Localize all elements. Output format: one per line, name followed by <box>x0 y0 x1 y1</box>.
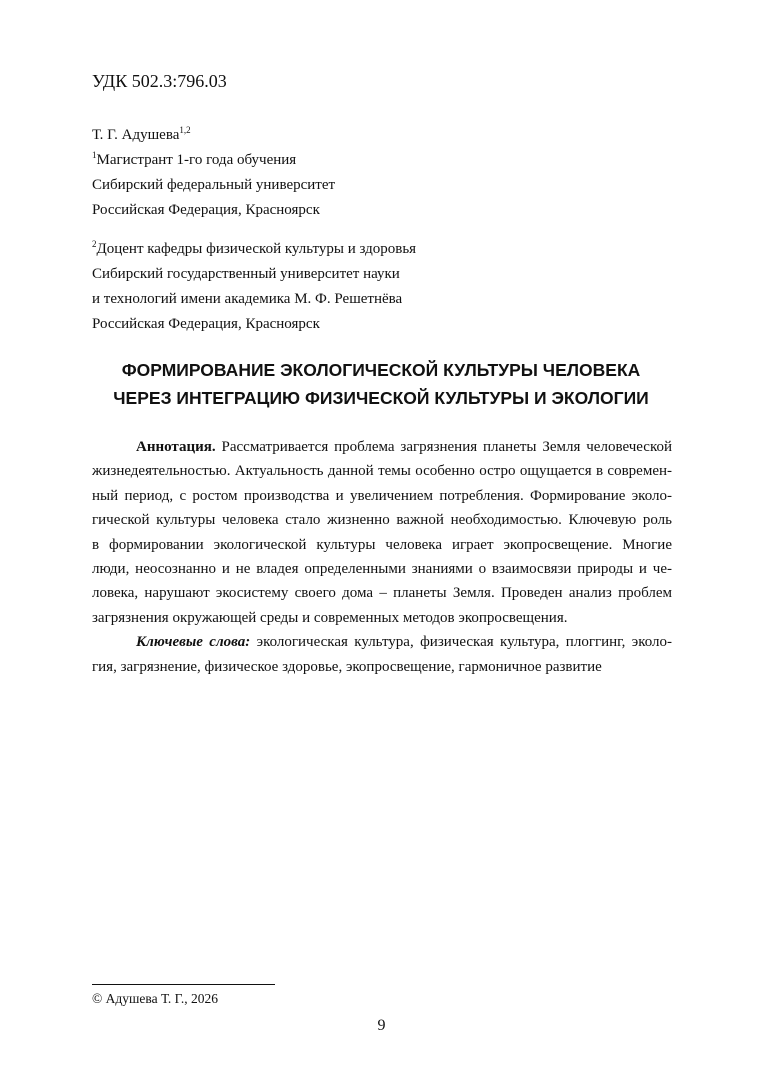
title-line1: ФОРМИРОВАНИЕ ЭКОЛОГИЧЕСКОЙ КУЛЬТУРЫ ЧЕЛОВЕКА <box>121 360 641 380</box>
abstract-line: загрязнения окружающей среды и современных методов экопросвещения. <box>92 609 568 626</box>
abstract-line: гической культуры человека стало жизненно важной необходимостью. Ключевую роль <box>92 512 672 529</box>
abstract-line: люди, неосознанно и не владея определенными знаниями о взаимосвязи природы и че- <box>92 561 672 578</box>
author-superscript: 1,2 <box>179 125 191 135</box>
abstract-line: жизнедеятельностью. Актуальность данной темы особенно остро ощущается в современ- <box>92 463 672 480</box>
affiliation2-university-line1: Сибирский государственный университет науки <box>92 266 400 282</box>
page-number: 9 <box>377 1017 386 1034</box>
affiliation2-position: $^2$Доцент кафедры физической культуры и здоровья <box>92 239 417 257</box>
udk-code: УДК 502.3:796.03 <box>92 71 227 91</box>
abstract-section <box>92 435 672 679</box>
abstract-line: ный период, с ростом производства и увеличением потребления. Формирование эколо- <box>92 487 672 504</box>
abstract-line: ловека, нарушают экосистему своего дома – планеты Земля. Проведен анализ проблем <box>92 585 672 602</box>
affiliation2-block <box>92 237 416 337</box>
keywords-label: Ключевые слова: <box>136 634 251 651</box>
affiliation1-location: Российская Федерация, Красноярск <box>92 202 320 218</box>
affiliation2-university-line2: и технологий имени академика М. Ф. Решетнёва <box>92 291 403 307</box>
paper-title <box>92 356 670 412</box>
abstract-line: Аннотация. Рассматривается проблема загрязнения планеты Земля человеческой <box>136 439 673 455</box>
keywords-line: Ключевые слова: экологическая культура, физическая культура, плоггинг, эколо- <box>136 634 672 651</box>
author-block <box>92 123 335 223</box>
keywords-line: гия, загрязнение, физическое здоровье, экопросвещение, гармоничное развитие <box>92 658 602 675</box>
affiliation2-location: Российская Федерация, Красноярск <box>92 316 320 332</box>
abstract-label: Аннотация. <box>136 439 216 455</box>
affiliation1-position: $^1$Магистрант 1-го года обучения <box>92 150 297 168</box>
footnote-divider <box>92 984 275 985</box>
affiliation1-university: Сибирский федеральный университет <box>92 177 336 193</box>
author-name: Т. Г. Адушева$^{1,2}$ <box>92 125 191 143</box>
abstract-line: в формировании экологической культуры человека играет экопросвещение. Многие <box>92 536 672 553</box>
title-line2: ЧЕРЕЗ ИНТЕГРАЦИЮ ФИЗИЧЕСКОЙ КУЛЬТУРЫ И ЭКОЛОГИИ <box>113 388 649 408</box>
copyright-footnote: © Адушева Т. Г., 2026 <box>92 991 219 1006</box>
